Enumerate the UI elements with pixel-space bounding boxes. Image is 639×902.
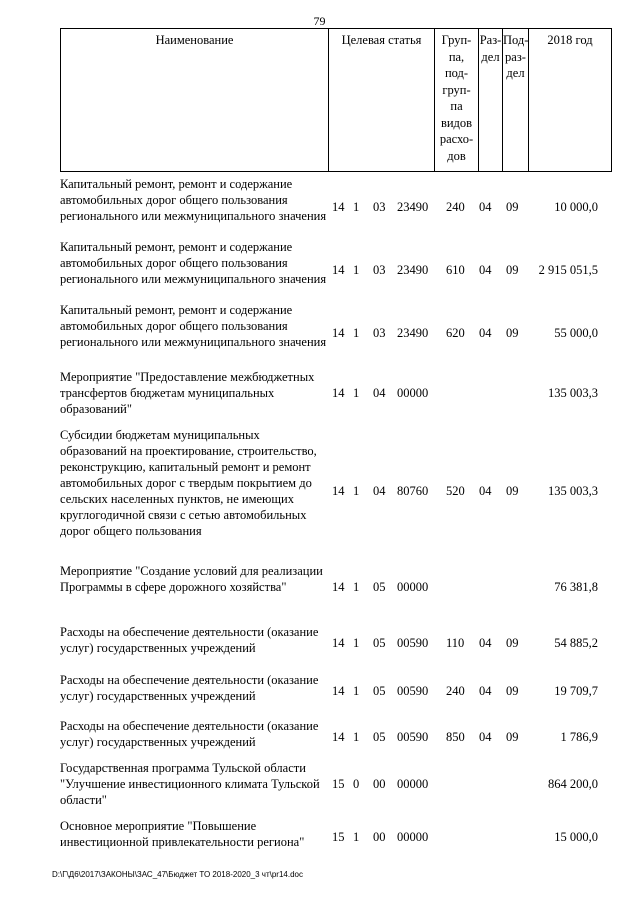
cell-m: 03 [373,200,386,214]
cell-s: 1 [353,386,360,400]
cell-amount: 55 000,0 [554,326,598,340]
cell-code: 00590 [397,636,429,650]
table-row [60,369,620,419]
row-name: Мероприятие "Предоставление межбюджетных трансфертов бюджетам муниципальных образований" [60,370,315,416]
cell-razdel: 04 [479,263,492,277]
cell-m: 04 [373,386,386,400]
cell-code: 00590 [397,684,429,698]
cell-podrazdel: 09 [506,636,519,650]
cell-razdel: 04 [479,730,492,744]
cell-code: 00590 [397,730,429,744]
cell-code: 00000 [397,580,429,594]
cell-podrazdel: 09 [506,263,519,277]
cell-p: 14 [332,636,345,650]
table-row [60,624,620,664]
row-name: Субсидии бюджетам муниципальных образований на проектирование, строительство, реконструкцию, капитальный ремонт и ремонт автомобильных дорог с твердым покрытием до сельских населенных пунктов, не имеющих круглогодичной связи с сетью автомобильных дорог общего пользования [60,428,317,538]
header-group-line: расхо- [439,132,474,146]
cell-p: 14 [332,730,345,744]
table-row [60,563,620,613]
cell-group: 110 [446,636,465,650]
cell-group: 240 [446,684,465,698]
cell-podrazdel: 09 [506,484,519,498]
cell-amount: 19 709,7 [554,684,598,698]
header-group-line: Груп- [441,33,472,47]
cell-group: 610 [446,263,465,277]
cell-s: 1 [353,684,360,698]
header-group-line: па, [448,49,465,64]
cell-razdel: 04 [479,200,492,214]
cell-amount: 2 915 051,5 [538,263,598,277]
row-name: Основное мероприятие "Повышение инвестиционной привлекательности региона" [60,819,305,849]
row-name: Расходы на обеспечение деятельности (оказание услуг) государственных учреждений [60,673,319,703]
cell-razdel: 04 [479,684,492,698]
cell-group: 850 [446,730,465,744]
cell-amount: 54 885,2 [554,636,598,650]
cell-code: 00000 [397,830,429,844]
cell-code: 23490 [397,263,429,277]
cell-m: 03 [373,326,386,340]
cell-m: 05 [373,730,386,744]
cell-group: 240 [446,200,465,214]
row-name: Расходы на обеспечение деятельности (оказание услуг) государственных учреждений [60,625,319,655]
header-group-line: дов [447,148,466,163]
cell-m: 05 [373,580,386,594]
cell-podrazdel: 09 [506,326,519,340]
table-row [60,718,620,758]
cell-s: 1 [353,830,360,844]
cell-m: 00 [373,830,386,844]
cell-amount: 864 200,0 [548,777,598,791]
cell-p: 14 [332,684,345,698]
cell-p: 14 [332,484,345,498]
cell-p: 15 [332,830,345,844]
cell-p: 14 [332,200,345,214]
cell-s: 1 [353,730,360,744]
header-section-line: дел [481,49,500,64]
header-year: 2018 год [547,33,593,47]
cell-amount: 76 381,8 [554,580,598,594]
row-name: Капитальный ремонт, ремонт и содержание автомобильных дорог общего пользования регионального или межмуниципального значения [60,177,327,223]
cell-code: 00000 [397,386,429,400]
cell-m: 00 [373,777,386,791]
cell-s: 1 [353,580,360,594]
cell-razdel: 04 [479,484,492,498]
cell-s: 1 [353,200,360,214]
cell-group: 520 [446,484,465,498]
cell-p: 15 [332,777,345,791]
cell-s: 0 [353,777,360,791]
row-name: Государственная программа Тульской области "Улучшение инвестиционного климата Тульской области" [60,761,320,807]
header-group-line: видов [440,115,473,130]
row-name: Капитальный ремонт, ремонт и содержание автомобильных дорог общего пользования регионального или межмуниципального значения [60,240,327,286]
header-group-line: па [450,99,463,113]
header-section-line: Раз- [479,33,502,47]
cell-p: 14 [332,326,345,340]
cell-m: 05 [373,636,386,650]
table-header [60,28,612,172]
cell-amount: 1 786,9 [560,730,598,744]
header-subsection-line: дел [506,66,525,80]
header-subsection [503,29,529,171]
cell-code: 80760 [397,484,429,498]
table-row [60,672,620,712]
header-group [435,29,479,171]
cell-podrazdel: 09 [506,730,519,744]
header-section [479,29,503,171]
cell-s: 1 [353,263,360,277]
cell-s: 1 [353,326,360,340]
cell-code: 23490 [397,200,429,214]
cell-amount: 15 000,0 [554,830,598,844]
table-row [60,302,620,366]
cell-p: 14 [332,386,345,400]
header-target: Целевая статья [329,29,435,171]
header-group-line: груп- [442,82,471,97]
cell-s: 1 [353,636,360,650]
cell-podrazdel: 09 [506,684,519,698]
header-subsection-line: Под- [503,33,529,47]
cell-razdel: 04 [479,326,492,340]
cell-m: 05 [373,684,386,698]
cell-m: 03 [373,263,386,277]
cell-s: 1 [353,484,360,498]
cell-podrazdel: 09 [506,200,519,214]
cell-code: 23490 [397,326,429,340]
row-name: Расходы на обеспечение деятельности (оказание услуг) государственных учреждений [60,719,319,749]
cell-p: 14 [332,263,345,277]
table-row [60,427,620,557]
cell-amount: 135 003,3 [548,386,598,400]
header-subsection-line: раз- [505,49,526,64]
page-number: 79 [313,14,326,28]
cell-p: 14 [332,580,345,594]
cell-razdel: 04 [479,636,492,650]
header-group-line: под- [444,66,469,80]
table-row [60,239,620,303]
cell-amount: 135 003,3 [548,484,598,498]
row-name: Мероприятие "Создание условий для реализации Программы в сфере дорожного хозяйства" [60,564,323,594]
cell-m: 04 [373,484,386,498]
table-row [60,176,620,240]
header-name: Наименование [61,29,329,171]
table-row [60,760,620,810]
file-path-footer: D:\Г\Д6\2017\ЗАКОНЫ\ЗАС_47\Бюджет ТО 2018-2020_3 чт\pr14.doc [52,870,303,879]
cell-group: 620 [446,326,465,340]
cell-amount: 10 000,0 [554,200,598,214]
cell-code: 00000 [397,777,429,791]
table-row [60,818,620,858]
row-name: Капитальный ремонт, ремонт и содержание автомобильных дорог общего пользования регионального или межмуниципального значения [60,303,327,349]
